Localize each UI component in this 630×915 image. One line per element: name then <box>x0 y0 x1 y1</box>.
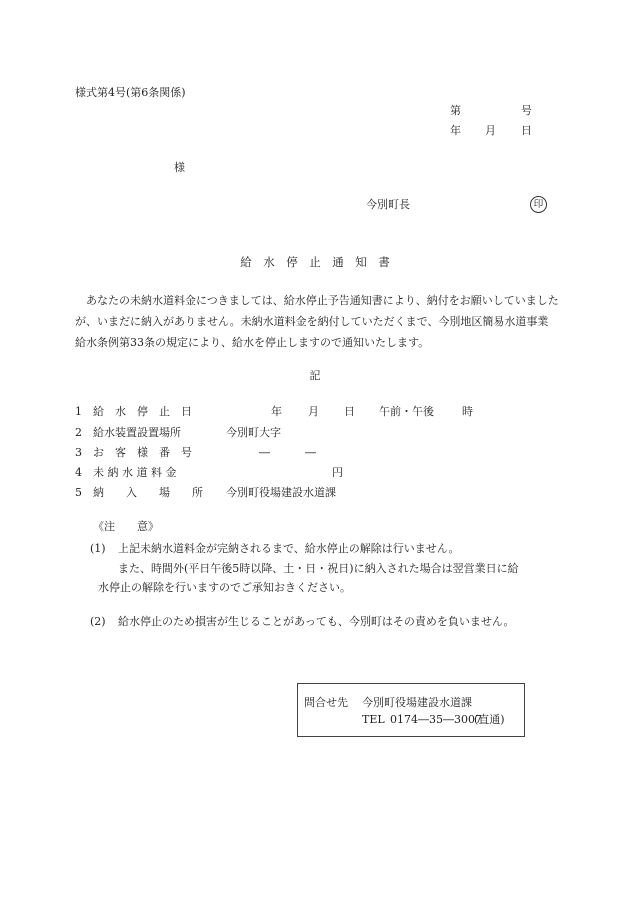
item-month: 月 <box>308 405 319 418</box>
date-day: 日 <box>521 124 532 137</box>
contact-label: 問合せ先 <box>304 696 348 709</box>
note-text: 給水停止のため損害が生じることがあっても、今別町はその責めを負いません。 <box>118 615 515 628</box>
issuer-title: 今別町長 <box>366 198 410 211</box>
item-label: 未 納 水 道 料 金 <box>93 466 177 479</box>
contact-department: 今別町役場建設水道課 <box>362 696 472 709</box>
note-number: (2) <box>90 615 106 628</box>
item-day: 日 <box>344 405 355 418</box>
item-number: 4 <box>75 466 82 479</box>
item-hour: 時 <box>462 405 473 418</box>
contact-tel-label: TEL <box>362 713 385 726</box>
item-label: 給 水 停 止 日 <box>93 405 192 418</box>
contact-box <box>297 683 525 737</box>
contact-tel-note: (直通) <box>474 713 505 726</box>
item-unit: 円 <box>332 466 343 479</box>
item-label: 給水装置設置場所 <box>93 426 181 439</box>
item-label: 納 入 場 所 <box>93 486 203 499</box>
date-month: 月 <box>485 124 496 137</box>
seal-icon: 印 <box>530 196 547 213</box>
notes-heading: 《注 意》 <box>93 520 159 533</box>
body-paragraph: あなたの未納水道料金につきましては、給水停止予告通知書により、納付をお願いしていましたが、いまだに納入がありません。未納水道料金を納付していただくまで、今別地区簡易水道事業給水条例第33条の規定により、給水を停止しますので通知いたします。 <box>75 294 559 349</box>
ki-heading: 記 <box>309 369 321 382</box>
note-text: 上記未納水道料金が完納されるまで、給水停止の解除は行いません。 <box>118 542 460 555</box>
item-number: 2 <box>75 426 82 439</box>
contact-tel-number: 0174―35―3007 <box>390 713 482 726</box>
item-year: 年 <box>271 405 282 418</box>
form-number: 様式第4号(第6条関係) <box>75 86 186 99</box>
note-number: (1) <box>90 542 106 555</box>
document-number-suffix: 号 <box>521 104 532 117</box>
seal-mark <box>530 196 547 213</box>
note-text: 水停止の解除を行いますのでご承知おきください。 <box>98 581 351 594</box>
item-number: 5 <box>75 486 82 499</box>
document-number-label: 第 <box>450 104 461 117</box>
item-dash: ― <box>305 446 316 459</box>
item-value: 今別町役場建設水道課 <box>226 486 336 499</box>
item-number: 3 <box>75 446 82 459</box>
item-value: 今別町大字 <box>226 426 281 439</box>
addressee-honorific: 様 <box>174 161 185 174</box>
date-year: 年 <box>450 124 461 137</box>
item-dash: ― <box>259 446 270 459</box>
item-number: 1 <box>75 405 82 418</box>
note-text: また、時間外(平日午後5時以降、土・日・祝日)に納入された場合は翌営業日に給 <box>118 562 519 575</box>
item-label: お 客 様 番 号 <box>93 446 192 459</box>
document-title: 給 水 停 止 通 知 書 <box>240 255 390 269</box>
item-ampm: 午前・午後 <box>379 405 434 418</box>
